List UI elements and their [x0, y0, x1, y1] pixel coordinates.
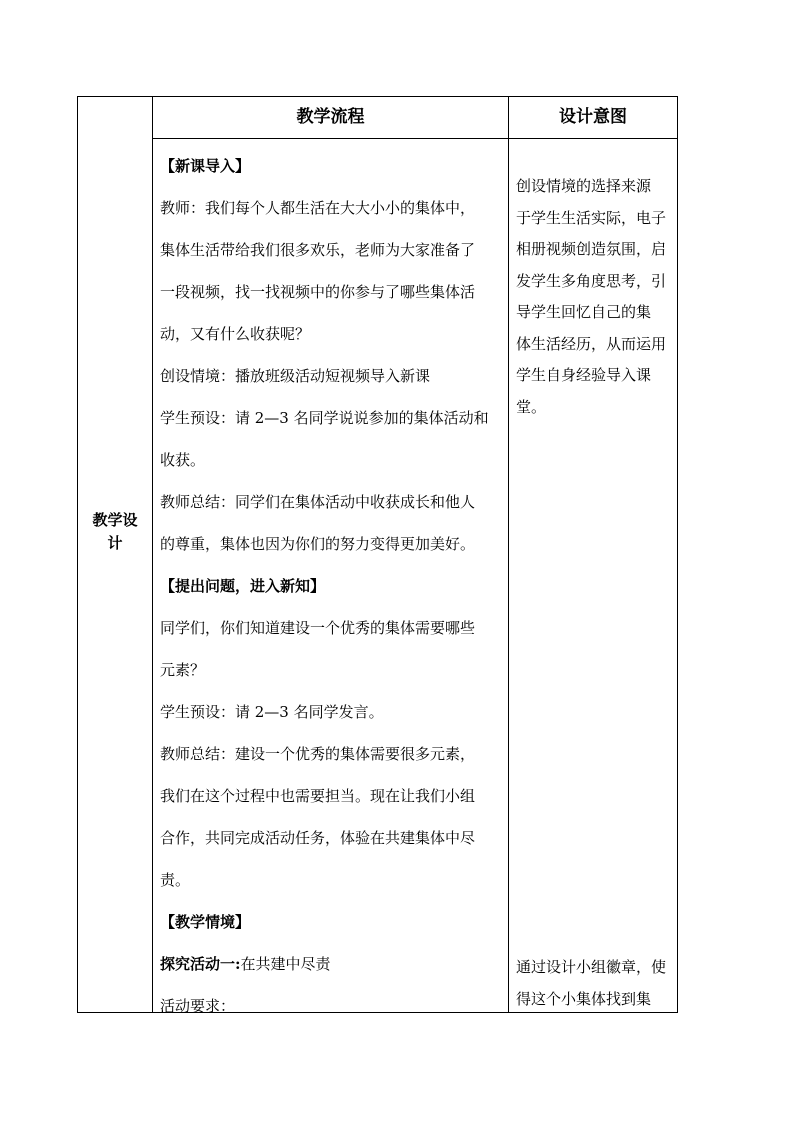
flow-line: 收获。 — [160, 451, 206, 469]
intent-line: 通过设计小组徽章，使 — [516, 958, 667, 976]
flow-line: 教师总结：同学们在集体活动中收获成长和他人 — [160, 493, 476, 511]
flow-line: 元素？ — [160, 661, 206, 679]
activity-subtitle: 在共建中尽责 — [240, 955, 331, 973]
side-label-teaching-design — [78, 509, 152, 555]
flow-line: 责。 — [160, 871, 191, 889]
flow-line: 动，又有什么收获呢？ — [160, 325, 311, 343]
flow-line: 我们在这个过程中也需要担当。现在让我们小组 — [160, 787, 476, 805]
flow-line: 集体生活带给我们很多欢乐，老师为大家准备了 — [160, 241, 476, 259]
flow-line: 学生预设：请 2—3 名同学发言。 — [160, 703, 384, 721]
flow-line: 活动要求： — [160, 997, 236, 1015]
header-divider — [152, 138, 677, 139]
flow-line: 教师：我们每个人都生活在大大小小的集体中， — [160, 199, 476, 217]
intent-line: 得这个小集体找到集 — [516, 989, 652, 1008]
intent-line: 相册视频创造氛围，启 — [516, 240, 667, 258]
design-intent-paragraph — [516, 171, 676, 423]
side-label-line: 教学设 — [92, 511, 138, 529]
intent-line: 发学生多角度思考，引 — [516, 271, 667, 290]
teaching-flow-content — [160, 145, 505, 1027]
activity-title: 探究活动一: — [160, 955, 241, 973]
flow-line: 学生预设：请 2—3 名同学说说参加的集体活动和 — [160, 409, 489, 427]
intent-line: 于学生生活实际，电子 — [516, 208, 667, 227]
flow-line — [160, 943, 505, 985]
column-divider — [508, 97, 509, 1012]
header-design-intent: 设计意图 — [559, 107, 627, 127]
intent-line: 体生活经历，从而运用 — [516, 334, 667, 353]
intent-line: 创设情境的选择来源 — [516, 177, 652, 195]
flow-line: 【新课导入】 — [160, 157, 251, 175]
intent-line: 堂。 — [516, 397, 547, 416]
design-intent-paragraph — [516, 952, 676, 1015]
column-divider — [152, 97, 153, 1012]
flow-line: 【提出问题，进入新知】 — [160, 577, 326, 595]
flow-line: 【教学情境】 — [160, 913, 251, 931]
flow-line: 一段视频，找一找视频中的你参与了哪些集体活 — [160, 283, 476, 301]
flow-line: 的尊重，集体也因为你们的努力变得更加美好。 — [160, 535, 476, 553]
intent-line: 导学生回忆自己的集 — [516, 303, 652, 321]
flow-line: 创设情境：播放班级活动短视频导入新课 — [160, 367, 431, 385]
header-teaching-flow: 教学流程 — [296, 107, 365, 127]
lesson-table — [77, 96, 678, 1013]
flow-line: 合作，共同完成活动任务，体验在共建集体中尽 — [160, 829, 476, 847]
flow-line: 教师总结：建设一个优秀的集体需要很多元素， — [160, 745, 476, 763]
flow-line: 同学们，你们知道建设一个优秀的集体需要哪些 — [160, 619, 476, 637]
side-label-line: 计 — [107, 534, 123, 552]
intent-line: 学生自身经验导入课 — [516, 366, 652, 384]
